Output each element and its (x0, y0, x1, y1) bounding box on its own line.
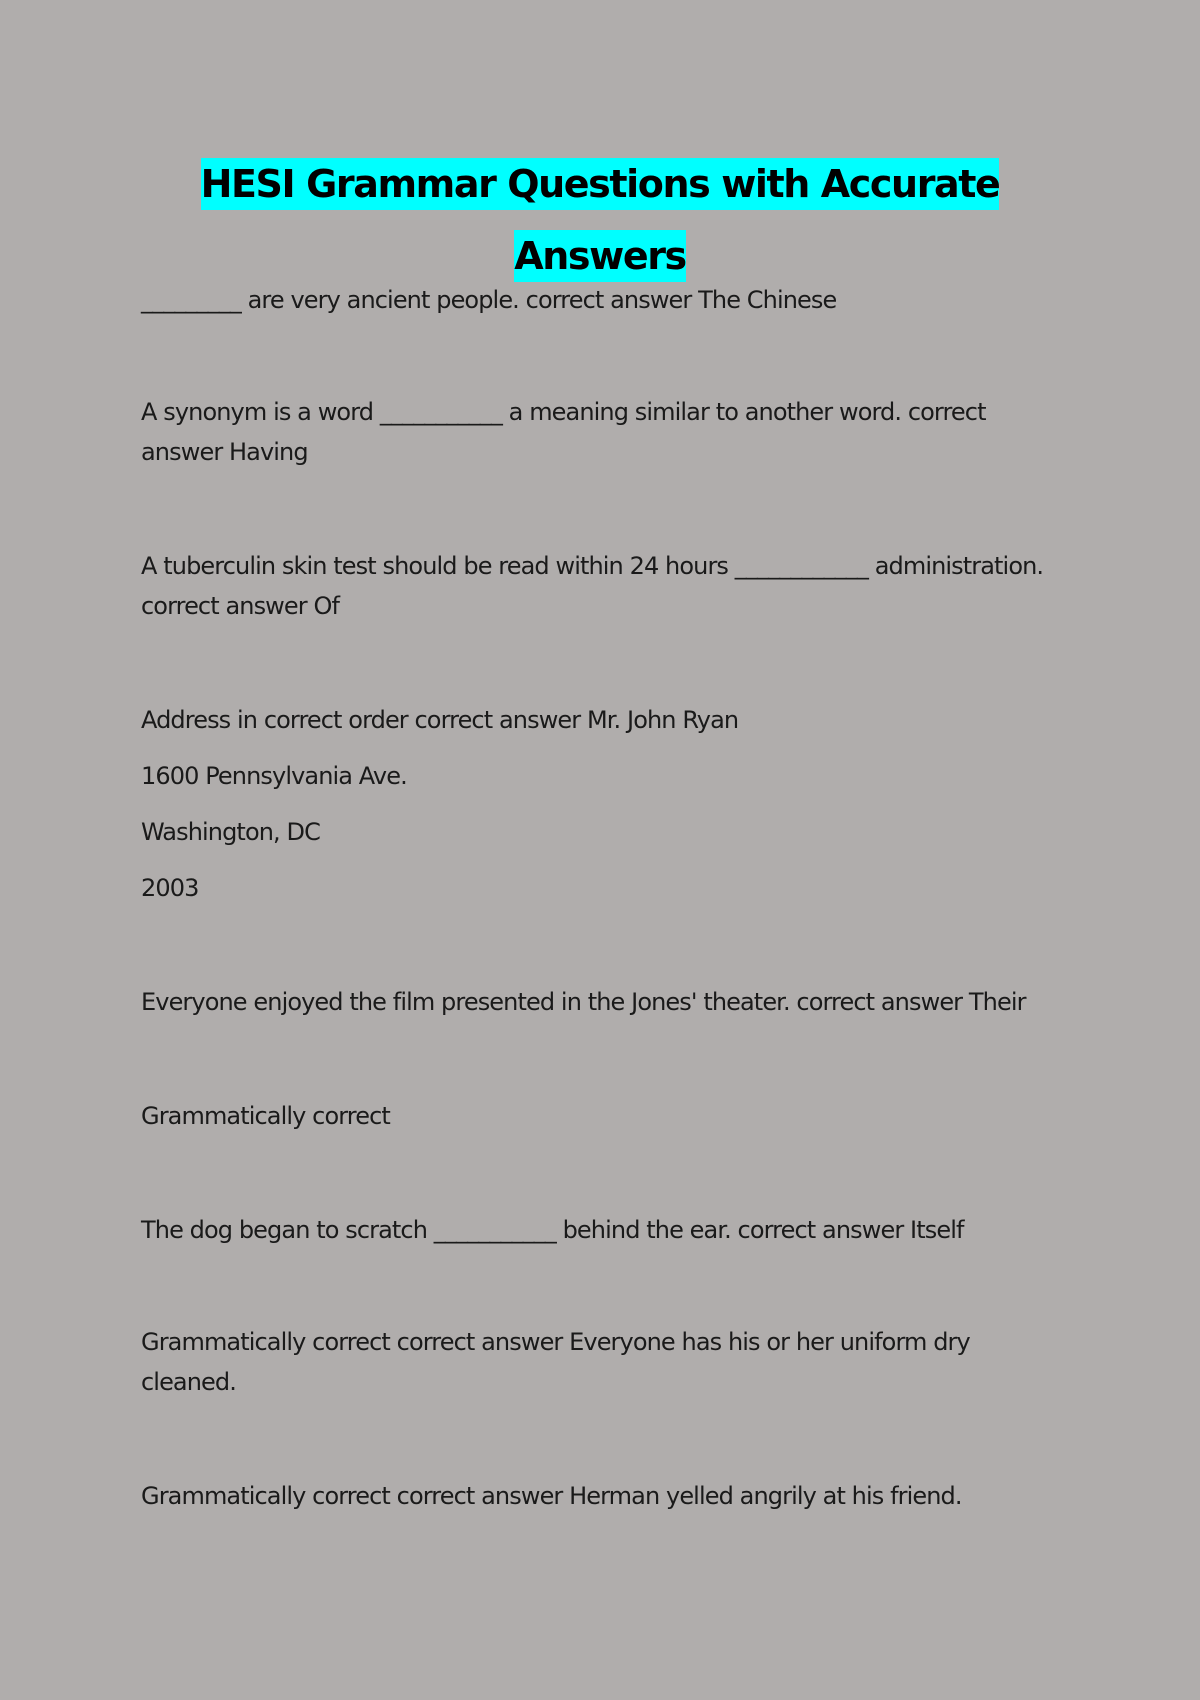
question-2: A synonym is a word ___________ a meaning similar to another word. correct answer Having (141, 398, 986, 466)
question-3: A tuberculin skin test should be read within 24 hours ____________ administration. correct answer Of (141, 552, 1044, 620)
page-title: HESI Grammar Questions with Accurate Answers (201, 158, 1000, 282)
address-line-city: Washington, DC (141, 818, 320, 846)
question-5: Everyone enjoyed the film presented in the Jones' theater. correct answer Their (141, 988, 1026, 1016)
question-6: Grammatically correct (141, 1102, 390, 1130)
question-8: Grammatically correct correct answer Everyone has his or her uniform dry cleaned. (141, 1328, 970, 1396)
question-7: The dog began to scratch ___________ behind the ear. correct answer Itself (141, 1216, 964, 1244)
question-9: Grammatically correct correct answer Herman yelled angrily at his friend. (141, 1482, 962, 1510)
question-1: _________ are very ancient people. correct answer The Chinese (141, 286, 837, 314)
title-block (141, 152, 1059, 296)
question-4: Address in correct order correct answer Mr. John Ryan (141, 706, 739, 734)
address-line-number: 2003 (141, 874, 199, 902)
address-line-street: 1600 Pennsylvania Ave. (141, 762, 407, 790)
